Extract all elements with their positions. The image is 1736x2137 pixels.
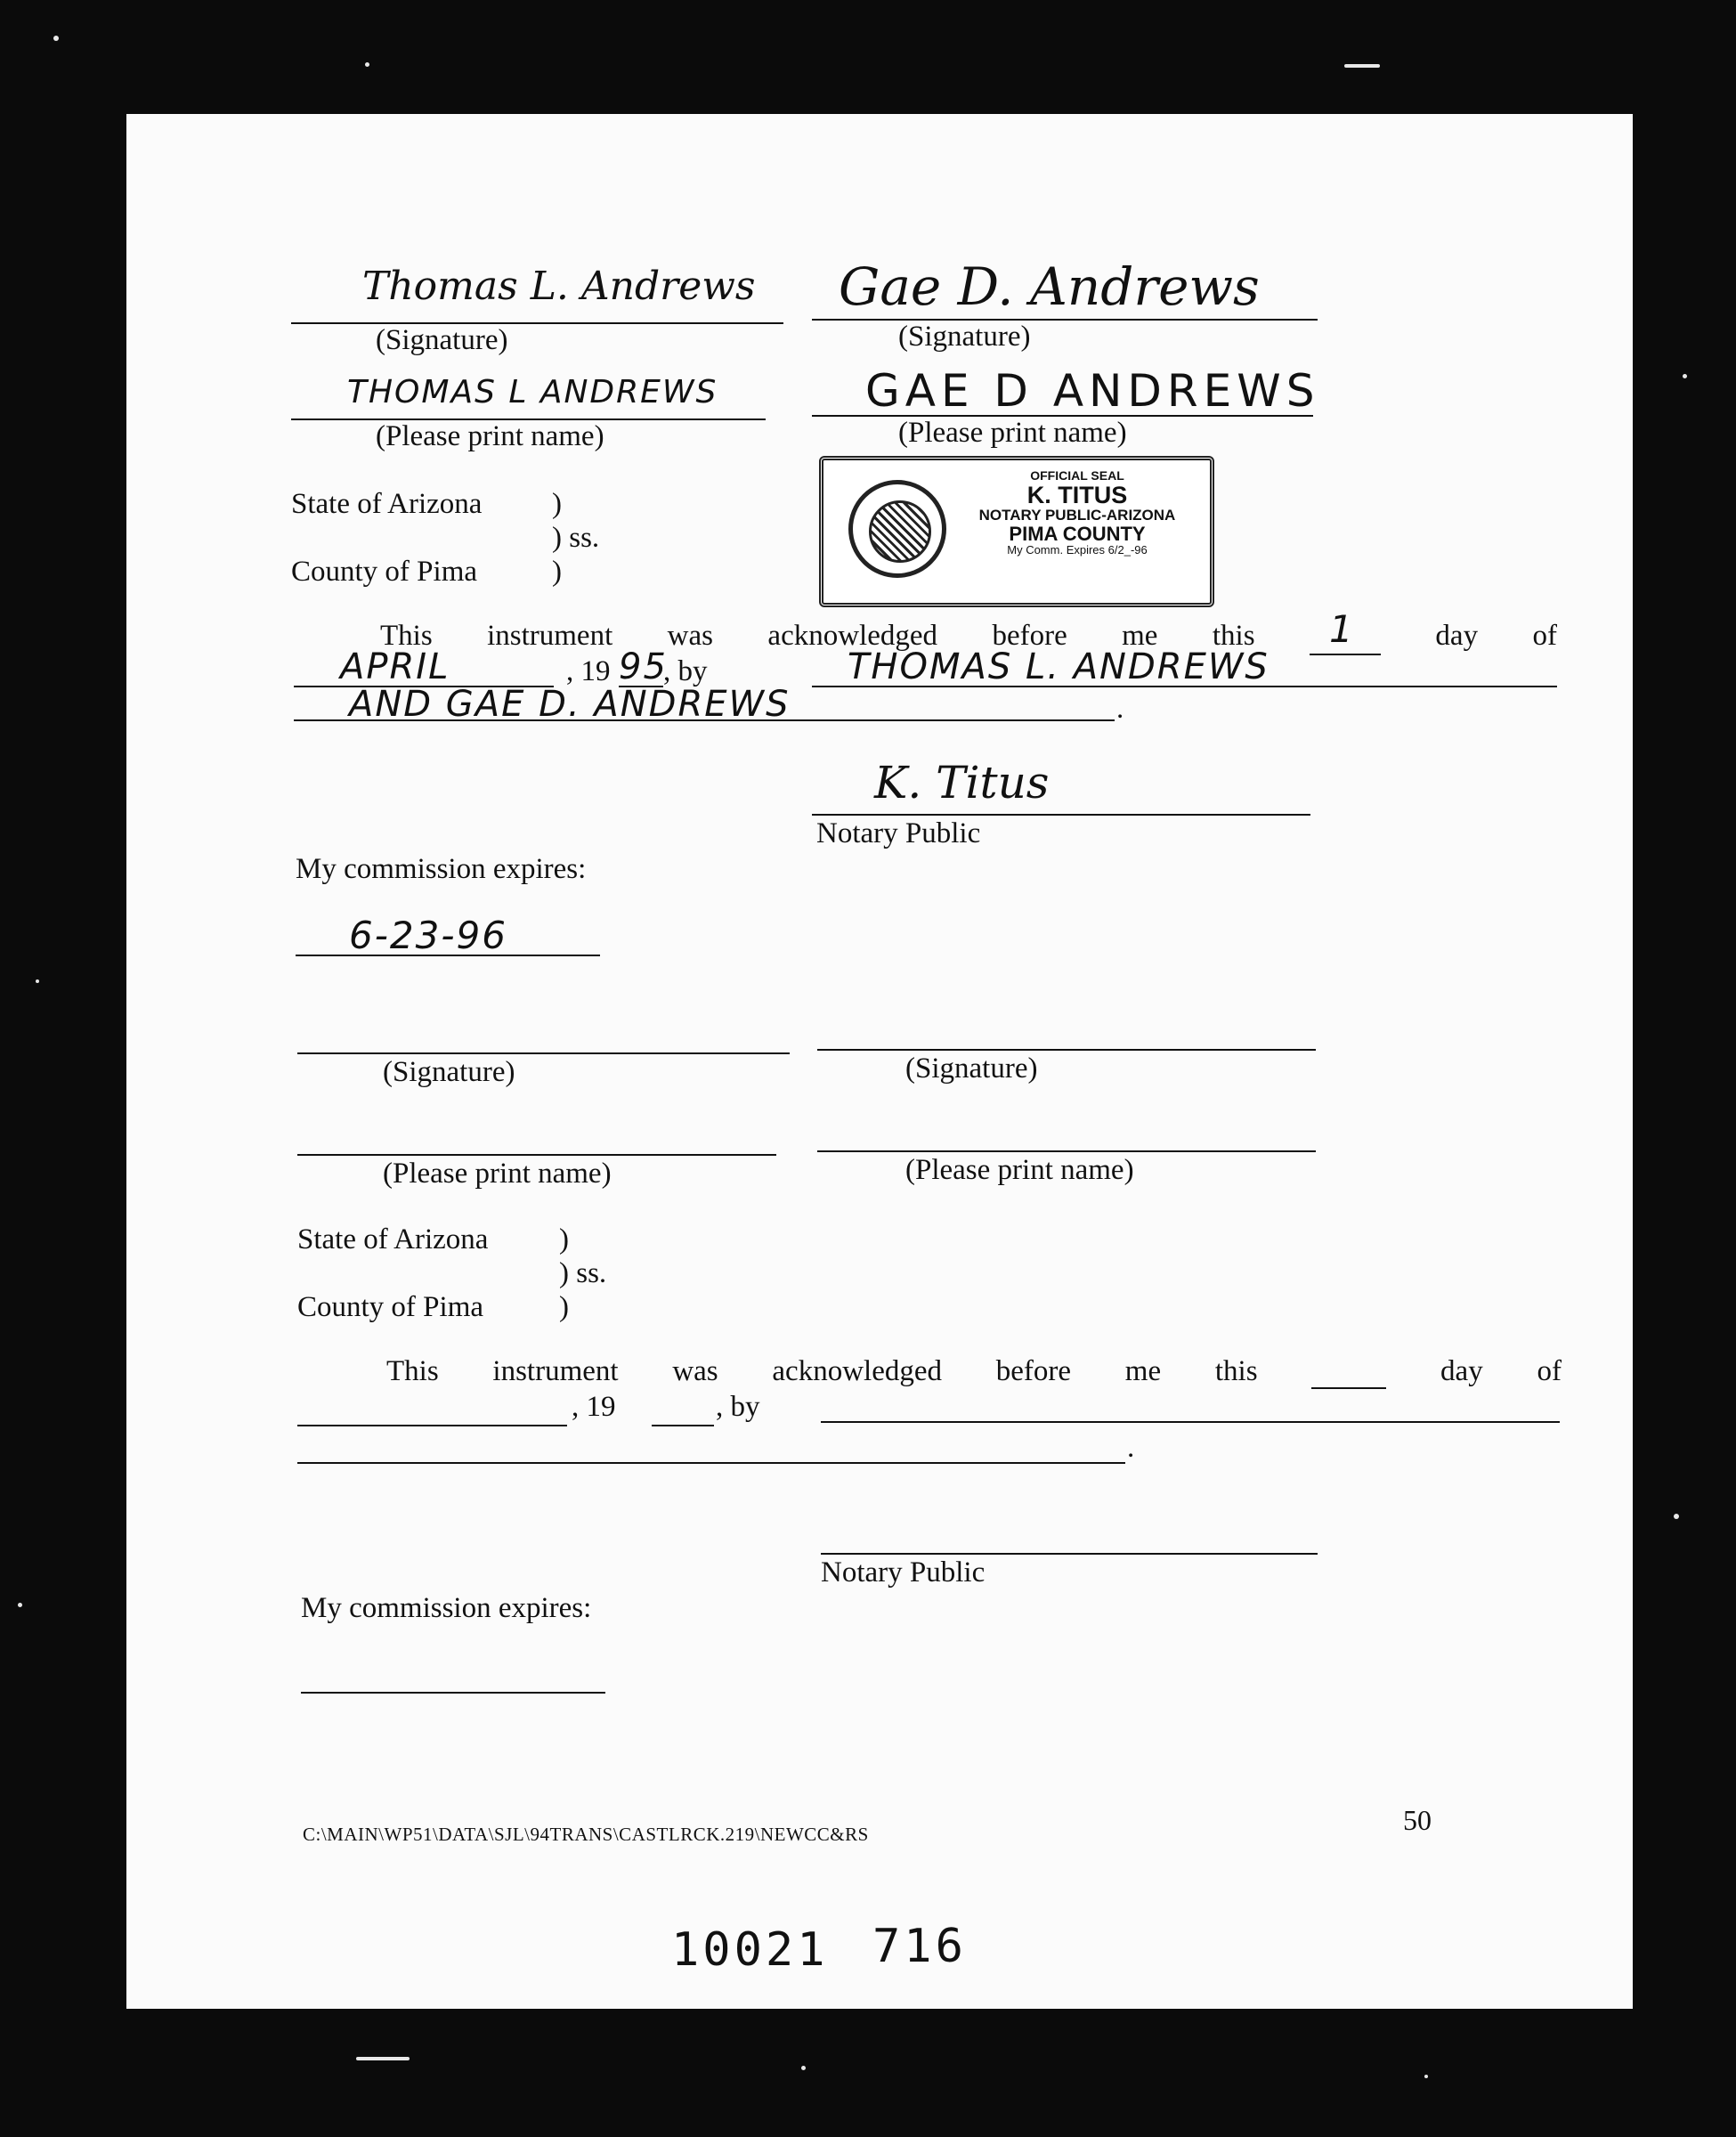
scan-speck: [1674, 1514, 1679, 1519]
ack-word: day: [1440, 1355, 1483, 1387]
venue-paren: ): [552, 488, 562, 520]
acknowledged-names-handwritten: AND GAE D. ANDREWS: [349, 684, 791, 725]
signature-caption: (Signature): [376, 324, 508, 356]
ack-word: This: [380, 620, 433, 652]
notary-public-label: Notary Public: [816, 817, 981, 849]
ack-word: me: [1122, 620, 1158, 652]
seal-line: PIMA COUNTY: [1009, 522, 1146, 545]
signature-caption: (Signature): [898, 321, 1031, 353]
bates-number-right: 716: [872, 1920, 967, 1973]
scan-speck: [18, 1603, 22, 1607]
signature-thomas-andrews: Thomas L. Andrews: [362, 264, 756, 309]
ack-word: This: [386, 1355, 439, 1387]
seal-line: NOTARY PUBLIC-ARIZONA: [978, 507, 1176, 524]
scan-speck: [1683, 374, 1687, 378]
scan-speck: [36, 979, 39, 983]
notary-signature-line: [812, 814, 1310, 816]
print-name-caption: (Please print name): [376, 420, 604, 452]
county-label: County of Pima: [297, 1291, 484, 1323]
ack-word: before: [992, 620, 1067, 652]
signature-line: [812, 319, 1318, 321]
scan-speck: [1344, 64, 1380, 68]
seal-text: [957, 469, 1197, 557]
signature-caption: (Signature): [905, 1052, 1038, 1085]
month-line: [297, 1425, 567, 1426]
print-name-caption: (Please print name): [383, 1158, 612, 1190]
state-label: State of Arizona: [297, 1223, 489, 1255]
printed-name-handwritten: THOMAS L ANDREWS: [347, 374, 718, 410]
print-name-caption: (Please print name): [905, 1154, 1134, 1186]
year-prefix: , 19: [566, 655, 611, 687]
year-prefix: , 19: [572, 1391, 616, 1423]
venue-paren: ): [559, 1291, 569, 1323]
county-label: County of Pima: [291, 556, 478, 588]
ss-label: ) ss.: [559, 1257, 607, 1289]
scan-speck: [356, 2057, 410, 2060]
arizona-state-seal-icon: [848, 480, 946, 578]
by-label: , by: [716, 1391, 760, 1423]
notary-acknowledgment-page: [126, 114, 1633, 2009]
ack-word: day: [1435, 620, 1479, 652]
state-label: State of Arizona: [291, 488, 483, 520]
scan-speck: [365, 62, 369, 67]
signature-line: [817, 1049, 1316, 1051]
ack-word: this: [1214, 1355, 1258, 1387]
bates-number-left: 10021: [671, 1923, 829, 1977]
ack-word: acknowledged: [767, 620, 938, 652]
print-name-line: [297, 1154, 776, 1156]
ack-word: was: [672, 1355, 718, 1387]
names-line: [812, 686, 1557, 687]
seal-line: K. TITUS: [1026, 481, 1128, 508]
period: .: [1127, 1432, 1135, 1464]
ack-word: instrument: [492, 1355, 619, 1387]
seal-line: My Comm. Expires 6/2_-96: [1007, 542, 1148, 557]
printed-name-handwritten: GAE D ANDREWS: [865, 365, 1320, 417]
month-handwritten: APRIL: [340, 646, 450, 687]
commission-expires-label: My commission expires:: [301, 1592, 592, 1624]
commission-date-handwritten: 6-23-96: [349, 914, 507, 957]
names-line: [821, 1421, 1560, 1423]
scan-speck: [53, 36, 59, 41]
ack-word: instrument: [487, 620, 613, 652]
names-line: [294, 719, 1115, 721]
print-name-caption: (Please print name): [898, 417, 1127, 449]
notary-signature: K. Titus: [874, 757, 1050, 808]
scan-speck: [1424, 2075, 1428, 2078]
notary-public-label: Notary Public: [821, 1556, 986, 1589]
ack-word: this: [1212, 620, 1255, 652]
day-blank: [1311, 1355, 1386, 1388]
seal-line: OFFICIAL SEAL: [1030, 468, 1124, 483]
signature-caption: (Signature): [383, 1056, 515, 1088]
ack-word: of: [1537, 1355, 1562, 1387]
day-blank: [1310, 607, 1381, 653]
venue-paren: ): [552, 556, 562, 588]
commission-expires-label: My commission expires:: [296, 853, 587, 885]
acknowledged-names-handwritten: THOMAS L. ANDREWS: [848, 646, 1270, 687]
page-number: 50: [1403, 1804, 1432, 1836]
acknowledgment-sentence: [386, 1355, 1562, 1388]
notary-signature-line: [821, 1553, 1318, 1555]
by-label: , by: [663, 655, 708, 687]
notary-seal-stamp: [819, 456, 1214, 607]
ack-word: before: [995, 1355, 1072, 1387]
signature-gae-andrews: Gae D. Andrews: [839, 256, 1260, 317]
ack-word: acknowledged: [772, 1355, 942, 1387]
signature-line: [291, 322, 783, 324]
day-handwritten: 1: [1329, 607, 1355, 651]
print-name-line: [817, 1150, 1316, 1152]
file-path: C:\MAIN\WP51\DATA\SJL\94TRANS\CASTLRCK.219\NEWCC&RS: [303, 1824, 869, 1845]
ack-word: was: [667, 620, 713, 652]
ack-word: me: [1124, 1355, 1162, 1387]
names-line: [297, 1462, 1125, 1464]
year-handwritten: 95: [619, 646, 668, 687]
venue-paren: ): [559, 1223, 569, 1255]
commission-date-line: [301, 1692, 605, 1694]
year-line: [652, 1425, 714, 1426]
commission-date-line: [296, 955, 600, 956]
scan-speck: [801, 2066, 806, 2070]
signature-line: [297, 1052, 790, 1054]
period: .: [1116, 693, 1124, 725]
ack-word: of: [1532, 620, 1557, 652]
ss-label: ) ss.: [552, 522, 600, 554]
